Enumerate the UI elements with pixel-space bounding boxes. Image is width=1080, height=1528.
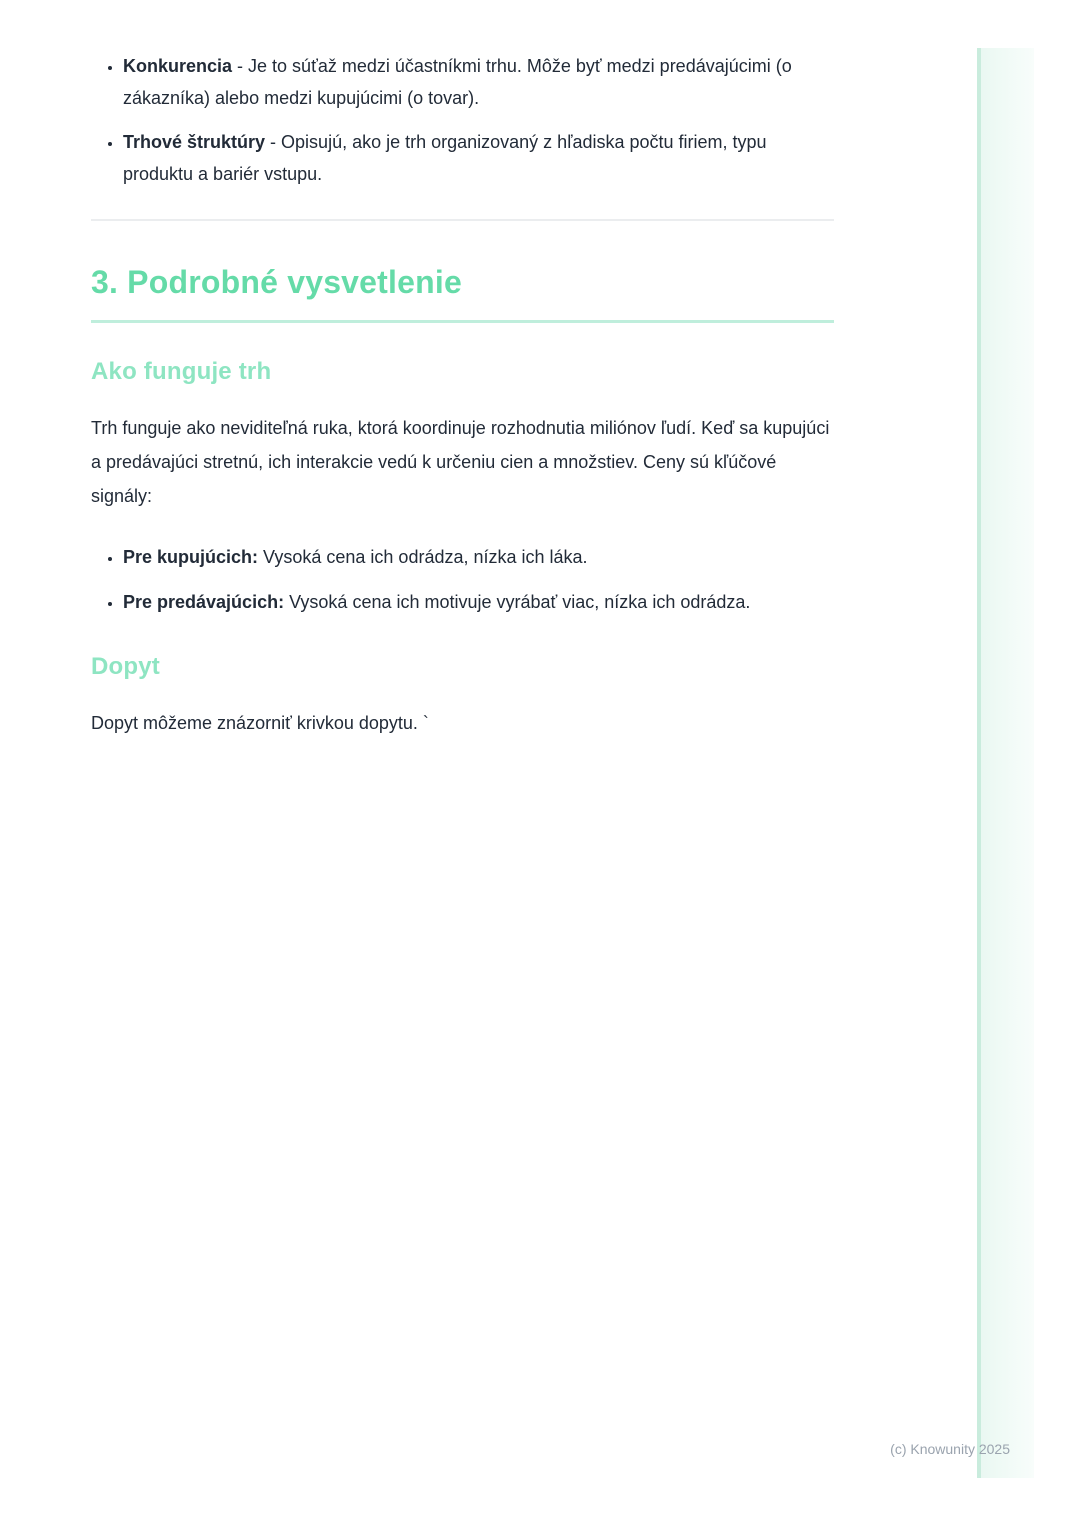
section-heading: 3. Podrobné vysvetlenie	[91, 263, 834, 323]
list-item	[123, 126, 834, 190]
paragraph-how-market-works: Trh funguje ako neviditeľná ruka, ktorá koordinuje rozhodnutia miliónov ľudí. Keď sa kupujúci a predávajúci stretnú, ich interakcie vedú k určeniu cien a množstiev. Ceny sú kľúčové signály:	[91, 418, 830, 506]
term-label: Pre predávajúcich:	[123, 592, 285, 612]
term-label: Trhové štruktúry	[123, 132, 266, 152]
list-item	[123, 586, 834, 618]
subsection-heading-ako-funguje-trh: Ako funguje trh	[91, 358, 272, 385]
decorative-side-strip	[977, 48, 1034, 1478]
paragraph-demand: Dopyt môžeme znázorniť krivkou dopytu. `	[91, 713, 429, 733]
document-page-content	[91, 0, 834, 740]
list-item	[123, 541, 834, 573]
list-item	[123, 50, 834, 114]
market-terms-list	[91, 0, 834, 190]
term-description: - Je to súťaž medzi účastníkmi trhu. Môže byť medzi predávajúcimi (o zákazníka) alebo medzi kupujúcimi (o tovar).	[123, 56, 792, 108]
term-description: Vysoká cena ich odrádza, nízka ich láka.	[258, 547, 588, 567]
subsection-heading-dopyt: Dopyt	[91, 653, 160, 680]
section-divider	[91, 219, 834, 221]
term-label: Pre kupujúcich:	[123, 547, 259, 567]
term-label: Konkurencia	[123, 56, 233, 76]
price-signals-list	[91, 541, 834, 618]
copyright-note: (c) Knowunity 2025	[890, 1441, 1010, 1457]
term-description: - Opisujú, ako je trh organizovaný z hľadiska počtu firiem, typu produktu a bariér vstupu.	[123, 132, 767, 184]
term-description: Vysoká cena ich motivuje vyrábať viac, nízka ich odrádza.	[284, 592, 751, 612]
